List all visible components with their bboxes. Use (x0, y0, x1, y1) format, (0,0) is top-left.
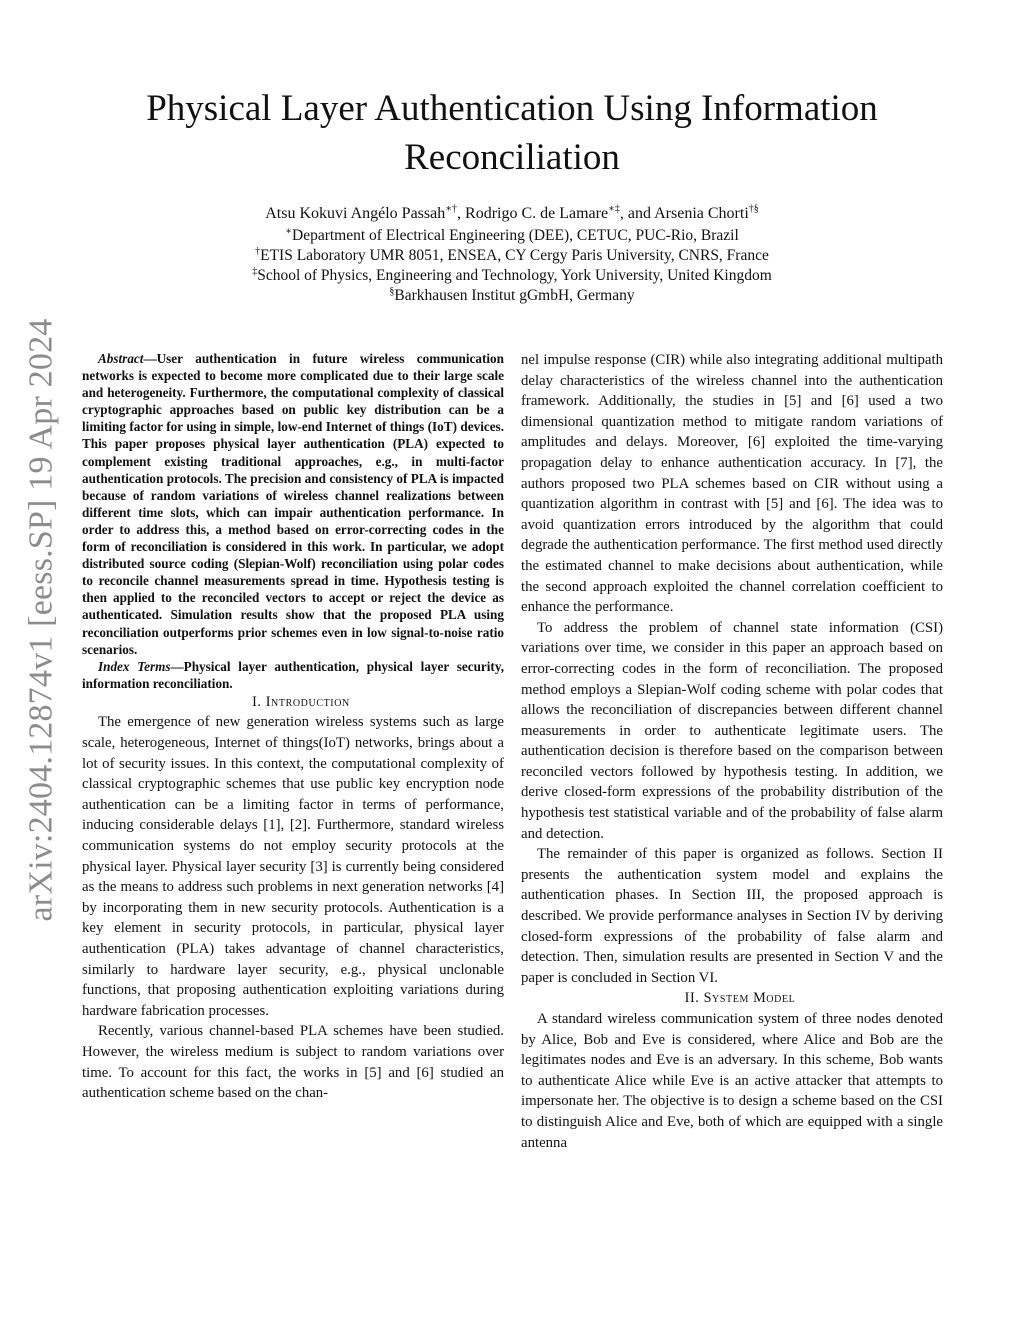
affiliation-2-mark: † (255, 245, 261, 257)
affiliation-2-text: ETIS Laboratory UMR 8051, ENSEA, CY Cergy Paris University, CNRS, France (260, 247, 769, 264)
author-3-name: Arsenia Chorti (654, 205, 749, 222)
author-block (80, 204, 944, 306)
affiliation-3 (80, 266, 944, 286)
arxiv-stamp-text: arXiv:2404.12874v1 [eess.SP] 19 Apr 2024 (22, 318, 59, 922)
author-2-name: Rodrigo C. de Lamare (465, 205, 609, 222)
author-1-name: Atsu Kokuvi Angélo Passah (265, 205, 446, 222)
intro-paragraph-1: The emergence of new generation wireless systems such as large scale, heterogeneous, Internet of things(IoT) networks, brings about a lot of security issues. In this context, the computational complexity of classical cryptographic schemes that use public key encryption node authentication can be a limiting factor in terms of performance, inducing considerable delays [1], [2]. Furthermore, standard wireless communication systems do not employ security protocols at the physical layer. Physical layer security [3] is currently being considered as the means to address such problems in next generation networks [4] by incorporating them in new security protocols. Authentication is a key element in security protocols, in particular, physical layer authentication (PLA) takes advantage of channel characteristics, similarly to hardware layer security, e.g., physical unclonable functions, that proposing authentication exploiting variations during hardware fabrication processes. (82, 714, 504, 1019)
index-terms-text: Physical layer authentication, physical layer security, information reconciliation. (82, 658, 504, 691)
affiliation-4-mark: § (389, 285, 395, 297)
index-terms (82, 658, 504, 692)
author-sep-1: , (457, 205, 466, 222)
author-2-marks: ∗‡ (608, 203, 620, 215)
author-names (80, 204, 944, 224)
abstract (82, 350, 504, 658)
abstract-dash: — (143, 351, 157, 366)
affiliation-4 (80, 286, 944, 306)
index-terms-label: Index Terms (98, 658, 171, 674)
affiliation-3-mark: ‡ (252, 265, 258, 277)
affiliation-3-text: School of Physics, Engineering and Technology, York University, United Kingdom (257, 267, 772, 284)
affiliation-1-text: Department of Electrical Engineering (DEE), CETUC, PUC-Rio, Brazil (292, 227, 739, 244)
intro-paragraph-2-cont: nel impulse response (CIR) while also integrating additional multipath delay characteristics of the wireless channel into the authentication framework. Additionally, the studies in [5] and [6] used a two dimensional quantization method to mitigate random variations of amplitudes and delays. Moreover, [6] exploited the time-varying propagation delay to enhance authentication accuracy. In [7], the authors proposed two PLA schemes based on CIR without using a quantization algorithm in contrast with [5] and [6]. The idea was to avoid quantization errors introduced by the algorithm that could degrade the authentication performance. The first method used directly the estimated channel to make decisions about authentication, while the second approach exploited the channel correlation coefficient to enhance the performance. (521, 352, 943, 616)
affiliation-2 (80, 246, 944, 266)
affiliation-1-mark: ∗ (285, 225, 292, 237)
affiliation-1 (80, 226, 944, 246)
affiliation-4-text: Barkhausen Institut gGmbH, Germany (394, 287, 635, 304)
intro-paragraph-3: To address the problem of channel state information (CSI) variations over time, we consider in this paper an approach based on error-correcting codes in the form of reconciliation. The proposed method employs a Slepian-Wolf coding scheme with polar codes that allows the reconciliation of discrepancies between different channel measurements in order to authenticate legitimate users. The authentication decision is therefore based on the comparison between reconciled vectors followed by hypothesis testing. In addition, we derive closed-form expressions of the probability distribution of the hypothesis test statistical variable and of the probability of false alarm and detection. (521, 619, 943, 842)
intro-paragraph-4: The remainder of this paper is organized as follows. Section II presents the authentication system model and explains the authentication phases. In Section III, the proposed approach is described. We provide performance analyses in Section IV by deriving closed-form expressions of the probability of false alarm and detection. Then, simulation results are presented in Section V and the paper is concluded in Section VI. (521, 846, 943, 986)
system-model-paragraph-1: A standard wireless communication system of three nodes denoted by Alice, Bob and Eve is considered, where Alice and Bob are the legitimates nodes and Eve is an adversary. In this scheme, Bob wants to authenticate Alice while Eve is an active attacker that attempts to impersonate her. The objective is to design a scheme based on the CSI to distinguish Alice and Eve, both of which are equipped with a single antenna (521, 1011, 943, 1151)
author-sep-2: , and (619, 205, 655, 222)
arxiv-stamp (16, 320, 66, 920)
abstract-text: User authentication in future wireless communication networks is expected to become more complicated due to their large scale and heterogeneity. Furthermore, the computational complexity of classical cryptographic approaches based on public key distribution can be a limiting factor for using in simple, low-end Internet of things (IoT) devices. This paper proposes physical layer authentication (PLA) expected to complement existing traditional approaches, e.g., in multi-factor authentication protocols. The precision and consistency of PLA is impacted because of random variations of wireless channel realizations between different time slots, which can impair authentication performance. In order to address this, a method based on error-correcting codes in the form of reconciliation is considered in this work. In particular, we adopt distributed source coding (Slepian-Wolf) reconciliation using polar codes to reconcile channel measurements spread in time. Hypothesis testing is then applied to the reconciled vectors to accept or reject the device as authenticated. Simulation results show that the proposed PLA using reconciliation outperforms prior schemes even in low signal-to-noise ratio scenarios. (82, 351, 504, 657)
author-3-marks: †§ (748, 203, 759, 215)
right-column (521, 350, 943, 1153)
intro-paragraph-2-start: Recently, various channel-based PLA schemes have been studied. However, the wireless medium is subject to random variations over time. To account for this fact, the works in [5] and [6] studied an authentication scheme based on the chan- (82, 1023, 504, 1102)
author-1-marks: ∗† (445, 203, 458, 215)
section-heading-system-model: II. System Model (684, 990, 796, 1007)
left-column (82, 350, 504, 1104)
index-terms-dash: — (170, 658, 184, 674)
section-heading-introduction: I. Introduction (252, 693, 350, 710)
paper-title: Physical Layer Authentication Using Information Reconciliation (146, 88, 878, 178)
abstract-label: Abstract (98, 351, 144, 366)
